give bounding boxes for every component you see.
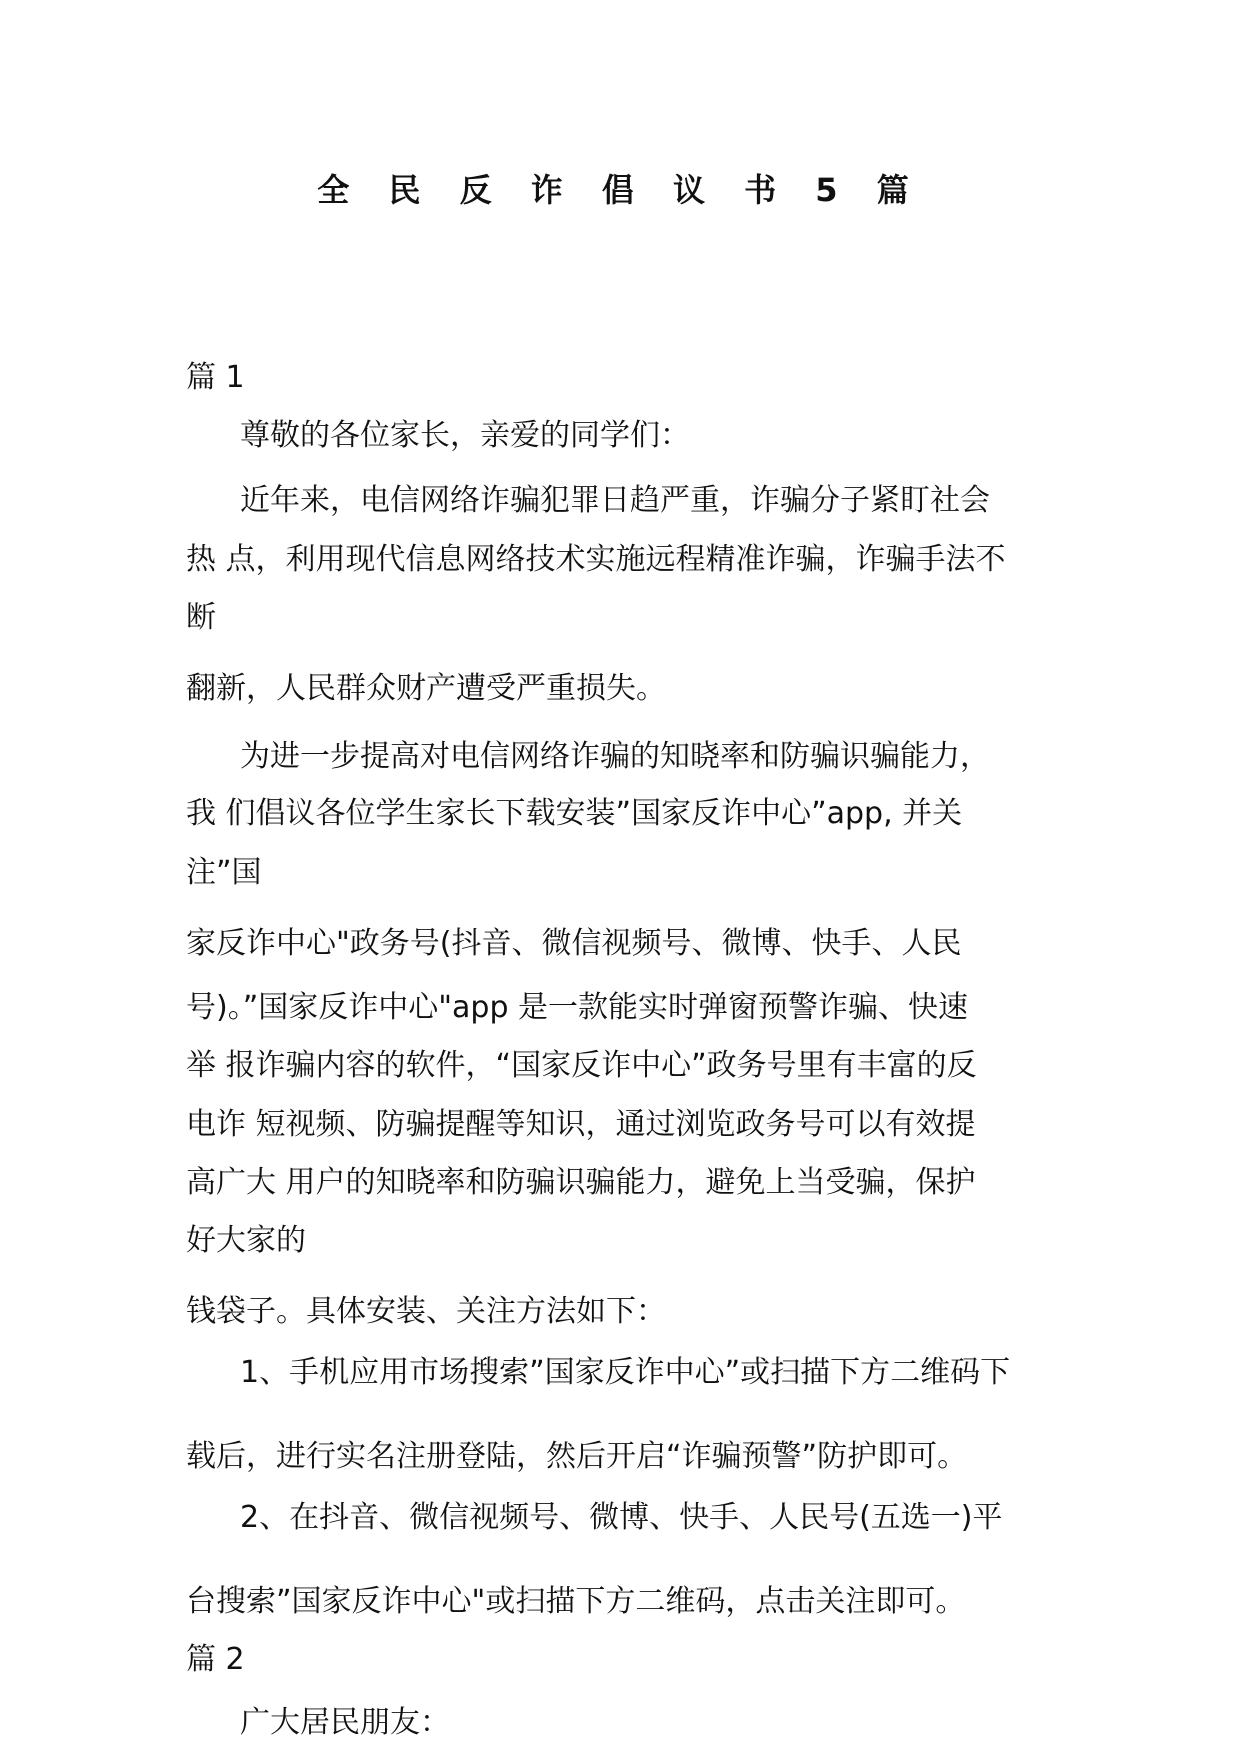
paragraph-line: 电诈 短视频、防骗提醒等知识，通过浏览政务号可以有效提 [186, 1107, 976, 1142]
list-item: 2、在抖音、微信视频号、微博、快手、人民号(五选一)平 [240, 1500, 1003, 1535]
salutation-2: 广大居民朋友： [240, 1705, 450, 1740]
paragraph-line: 热 点，利用现代信息网络技术实施远程精准诈骗，诈骗手法不 [186, 542, 1006, 577]
section-heading-1: 篇 1 [186, 360, 245, 395]
paragraph-line: 我 们倡议各位学生家长下载安装”国家反诈中心”app, 并关 [186, 796, 963, 831]
paragraph-line: 翻新，人民群众财产遭受严重损失。 [186, 671, 666, 706]
document-title: 全 民 反 诈 倡 议 书 5 篇 [317, 171, 923, 209]
paragraph-line: 为进一步提高对电信网络诈骗的知晓率和防骗识骗能力， [240, 739, 990, 774]
salutation-1: 尊敬的各位家长，亲爱的同学们： [240, 418, 690, 453]
paragraph-line: 钱袋子。具体安装、关注方法如下： [186, 1294, 666, 1329]
paragraph-line: 近年来，电信网络诈骗犯罪日趋严重，诈骗分子紧盯社会 [240, 483, 990, 518]
paragraph-line: 举 报诈骗内容的软件，“国家反诈中心”政务号里有丰富的反 [186, 1048, 977, 1083]
paragraph-line: 好大家的 [186, 1223, 306, 1258]
paragraph-line: 高广大 用户的知晓率和防骗识骗能力，避免上当受骗，保护 [186, 1165, 976, 1200]
section-heading-2: 篇 2 [186, 1642, 245, 1677]
paragraph-line: 断 [186, 600, 216, 635]
paragraph-line: 注”国 [186, 855, 262, 890]
list-item: 台搜索”国家反诈中心"或扫描下方二维码，点击关注即可。 [186, 1584, 966, 1619]
list-item: 1、手机应用市场搜索”国家反诈中心”或扫描下方二维码下 [240, 1355, 1011, 1390]
list-item: 载后，进行实名注册登陆，然后开启“诈骗预警”防护即可。 [186, 1439, 968, 1474]
paragraph-line: 家反诈中心"政务号(抖音、微信视频号、微博、快手、人民 [186, 926, 962, 961]
paragraph-line: 号)。”国家反诈中心"app 是一款能实时弹窗预警诈骗、快速 [186, 990, 969, 1025]
